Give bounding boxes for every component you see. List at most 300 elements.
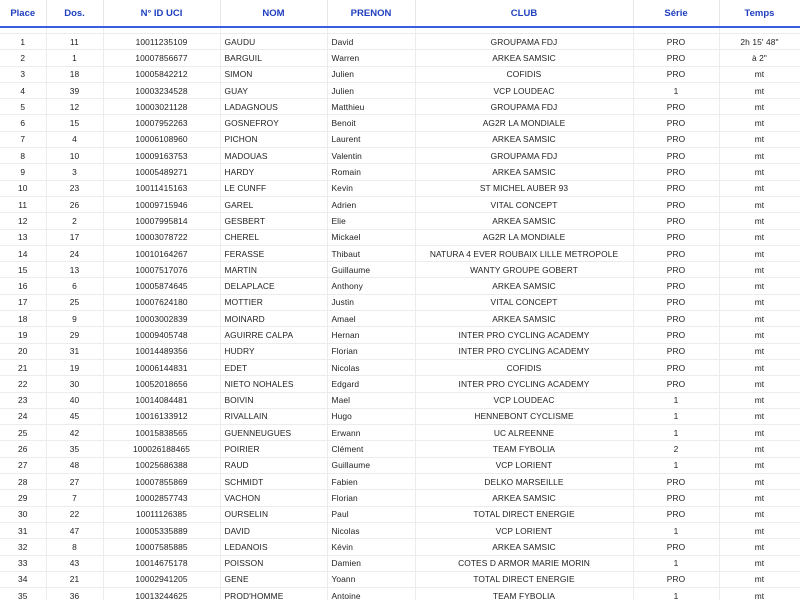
temps-cell[interactable]: mt (719, 180, 800, 196)
place-cell[interactable]: 28 (0, 474, 46, 490)
place-cell[interactable]: 18 (0, 311, 46, 327)
club-cell[interactable]: AG2R LA MONDIALE (415, 115, 633, 131)
club-cell[interactable]: TEAM FYBOLIA (415, 441, 633, 457)
dossard-cell[interactable]: 10 (46, 148, 103, 164)
temps-cell[interactable]: mt (719, 245, 800, 261)
prenon-cell[interactable]: Valentin (327, 148, 415, 164)
place-cell[interactable]: 10 (0, 180, 46, 196)
temps-cell[interactable]: mt (719, 408, 800, 424)
uci-id-cell[interactable]: 10011415163 (103, 180, 220, 196)
serie-cell[interactable]: PRO (633, 34, 719, 50)
prenon-cell[interactable]: Nicolas (327, 359, 415, 375)
serie-cell[interactable]: PRO (633, 148, 719, 164)
dossard-cell[interactable]: 1 (46, 50, 103, 66)
temps-cell[interactable]: mt (719, 457, 800, 473)
dossard-cell[interactable]: 24 (46, 245, 103, 261)
temps-cell[interactable]: 2h 15' 48" (719, 34, 800, 50)
dossard-cell[interactable]: 9 (46, 311, 103, 327)
col-header-dossard[interactable]: Dos. (46, 0, 103, 27)
table-row (0, 474, 800, 490)
nom-cell[interactable]: SCHMIDT (220, 474, 327, 490)
serie-cell[interactable]: PRO (633, 262, 719, 278)
temps-cell[interactable]: mt (719, 490, 800, 506)
club-cell[interactable]: ST MICHEL AUBER 93 (415, 180, 633, 196)
prenon-cell[interactable]: Anthony (327, 278, 415, 294)
prenon-cell[interactable]: Mael (327, 392, 415, 408)
serie-cell[interactable]: PRO (633, 213, 719, 229)
prenon-cell[interactable]: Matthieu (327, 99, 415, 115)
club-cell[interactable]: VITAL CONCEPT (415, 196, 633, 212)
prenon-cell[interactable]: Fabien (327, 474, 415, 490)
dossard-cell[interactable]: 40 (46, 392, 103, 408)
table-row (0, 311, 800, 327)
club-cell[interactable]: INTER PRO CYCLING ACADEMY (415, 327, 633, 343)
temps-cell[interactable]: mt (719, 425, 800, 441)
place-cell[interactable]: 25 (0, 425, 46, 441)
uci-id-cell[interactable]: 10002857743 (103, 490, 220, 506)
uci-id-cell[interactable]: 10005335889 (103, 522, 220, 538)
table-row (0, 148, 800, 164)
nom-cell[interactable]: GENE (220, 571, 327, 587)
dossard-cell[interactable]: 25 (46, 294, 103, 310)
dossard-cell[interactable]: 4 (46, 131, 103, 147)
place-cell[interactable]: 14 (0, 245, 46, 261)
prenon-cell[interactable]: Romain (327, 164, 415, 180)
uci-id-cell[interactable]: 10007856677 (103, 50, 220, 66)
temps-cell[interactable]: mt (719, 115, 800, 131)
col-header-place[interactable]: Place (0, 0, 46, 27)
col-header-temps[interactable]: Temps (719, 0, 800, 27)
dossard-cell[interactable]: 23 (46, 180, 103, 196)
dossard-cell[interactable]: 19 (46, 359, 103, 375)
place-cell[interactable]: 32 (0, 539, 46, 555)
uci-id-cell[interactable]: 10014084481 (103, 392, 220, 408)
club-cell[interactable]: ARKEA SAMSIC (415, 278, 633, 294)
header-row (0, 0, 800, 27)
nom-cell[interactable]: PROD'HOMME (220, 588, 327, 600)
nom-cell[interactable]: MARTIN (220, 262, 327, 278)
temps-cell[interactable]: mt (719, 294, 800, 310)
temps-cell[interactable]: mt (719, 82, 800, 98)
prenon-cell[interactable]: Amael (327, 311, 415, 327)
uci-id-cell[interactable]: 10010164267 (103, 245, 220, 261)
temps-cell[interactable]: mt (719, 376, 800, 392)
club-cell[interactable]: VCP LOUDEAC (415, 82, 633, 98)
temps-cell[interactable]: mt (719, 506, 800, 522)
uci-id-cell[interactable]: 10006144831 (103, 359, 220, 375)
place-cell[interactable]: 34 (0, 571, 46, 587)
prenon-cell[interactable]: Kévin (327, 539, 415, 555)
prenon-cell[interactable]: Guillaume (327, 457, 415, 473)
dossard-cell[interactable]: 43 (46, 555, 103, 571)
club-cell[interactable]: ARKEA SAMSIC (415, 490, 633, 506)
prenon-cell[interactable]: Florian (327, 343, 415, 359)
serie-cell[interactable]: PRO (633, 99, 719, 115)
serie-cell[interactable]: PRO (633, 343, 719, 359)
results-body (0, 27, 800, 600)
uci-id-cell[interactable]: 10005842212 (103, 66, 220, 82)
temps-cell[interactable]: mt (719, 99, 800, 115)
nom-cell[interactable]: FERASSE (220, 245, 327, 261)
prenon-cell[interactable]: Benoit (327, 115, 415, 131)
temps-cell[interactable]: mt (719, 311, 800, 327)
dossard-cell[interactable]: 36 (46, 588, 103, 600)
uci-id-cell[interactable]: 10007952263 (103, 115, 220, 131)
place-cell[interactable]: 3 (0, 66, 46, 82)
serie-cell[interactable]: PRO (633, 50, 719, 66)
temps-cell[interactable]: mt (719, 66, 800, 82)
prenon-cell[interactable]: Warren (327, 50, 415, 66)
uci-id-cell[interactable]: 100026188465 (103, 441, 220, 457)
uci-id-cell[interactable]: 10016133912 (103, 408, 220, 424)
place-cell[interactable]: 6 (0, 115, 46, 131)
uci-id-cell[interactable]: 10003234528 (103, 82, 220, 98)
place-cell[interactable]: 35 (0, 588, 46, 600)
prenon-cell[interactable]: Laurent (327, 131, 415, 147)
dossard-cell[interactable]: 2 (46, 213, 103, 229)
dossard-cell[interactable]: 11 (46, 34, 103, 50)
table-row (0, 115, 800, 131)
place-cell[interactable]: 31 (0, 522, 46, 538)
nom-cell[interactable]: OURSELIN (220, 506, 327, 522)
place-cell[interactable]: 11 (0, 196, 46, 212)
club-cell[interactable]: WANTY GROUPE GOBERT (415, 262, 633, 278)
dossard-cell[interactable]: 8 (46, 539, 103, 555)
prenon-cell[interactable]: Kevin (327, 180, 415, 196)
serie-cell[interactable]: PRO (633, 327, 719, 343)
uci-id-cell[interactable]: 10015838565 (103, 425, 220, 441)
club-cell[interactable]: GROUPAMA FDJ (415, 148, 633, 164)
serie-cell[interactable]: PRO (633, 539, 719, 555)
dossard-cell[interactable]: 31 (46, 343, 103, 359)
temps-cell[interactable]: mt (719, 359, 800, 375)
dossard-cell[interactable]: 39 (46, 82, 103, 98)
temps-cell[interactable]: mt (719, 196, 800, 212)
serie-cell[interactable]: 1 (633, 457, 719, 473)
uci-id-cell[interactable]: 10052018656 (103, 376, 220, 392)
place-cell[interactable]: 13 (0, 229, 46, 245)
place-cell[interactable]: 19 (0, 327, 46, 343)
uci-id-cell[interactable]: 10003002839 (103, 311, 220, 327)
prenon-cell[interactable]: Erwann (327, 425, 415, 441)
serie-cell[interactable]: 2 (633, 441, 719, 457)
serie-cell[interactable]: 1 (633, 82, 719, 98)
serie-cell[interactable]: 1 (633, 588, 719, 600)
place-cell[interactable]: 17 (0, 294, 46, 310)
temps-cell[interactable]: mt (719, 522, 800, 538)
dossard-cell[interactable]: 48 (46, 457, 103, 473)
nom-cell[interactable]: RIVALLAIN (220, 408, 327, 424)
prenon-cell[interactable]: Florian (327, 490, 415, 506)
temps-cell[interactable]: mt (719, 278, 800, 294)
serie-cell[interactable]: PRO (633, 506, 719, 522)
serie-cell[interactable]: PRO (633, 278, 719, 294)
uci-id-cell[interactable]: 10013244625 (103, 588, 220, 600)
place-cell[interactable]: 33 (0, 555, 46, 571)
serie-cell[interactable]: PRO (633, 115, 719, 131)
prenon-cell[interactable]: Mickael (327, 229, 415, 245)
club-cell[interactable]: VCP LORIENT (415, 457, 633, 473)
nom-cell[interactable]: EDET (220, 359, 327, 375)
col-header-serie[interactable]: Série (633, 0, 719, 27)
uci-id-cell[interactable]: 10025686388 (103, 457, 220, 473)
serie-cell[interactable]: PRO (633, 571, 719, 587)
table-row (0, 131, 800, 147)
uci-id-cell[interactable]: 10007855869 (103, 474, 220, 490)
uci-id-cell[interactable]: 10009405748 (103, 327, 220, 343)
nom-cell[interactable]: RAUD (220, 457, 327, 473)
col-header-uci-id[interactable]: N° ID UCI (103, 0, 220, 27)
place-cell[interactable]: 30 (0, 506, 46, 522)
prenon-cell[interactable]: Nicolas (327, 522, 415, 538)
nom-cell[interactable]: BOIVIN (220, 392, 327, 408)
club-cell[interactable]: COTES D ARMOR MARIE MORIN (415, 555, 633, 571)
nom-cell[interactable]: HARDY (220, 164, 327, 180)
temps-cell[interactable]: mt (719, 131, 800, 147)
dossard-cell[interactable]: 42 (46, 425, 103, 441)
place-cell[interactable]: 8 (0, 148, 46, 164)
col-header-nom[interactable]: NOM (220, 0, 327, 27)
place-cell[interactable]: 26 (0, 441, 46, 457)
prenon-cell[interactable]: Guillaume (327, 262, 415, 278)
prenon-cell[interactable]: Justin (327, 294, 415, 310)
serie-cell[interactable]: 1 (633, 522, 719, 538)
nom-cell[interactable]: POISSON (220, 555, 327, 571)
dossard-cell[interactable]: 27 (46, 474, 103, 490)
prenon-cell[interactable]: Damien (327, 555, 415, 571)
nom-cell[interactable]: DAVID (220, 522, 327, 538)
nom-cell[interactable]: SIMON (220, 66, 327, 82)
uci-id-cell[interactable]: 10009163753 (103, 148, 220, 164)
uci-id-cell[interactable]: 10005489271 (103, 164, 220, 180)
dossard-cell[interactable]: 30 (46, 376, 103, 392)
nom-cell[interactable]: GUAY (220, 82, 327, 98)
temps-cell[interactable]: mt (719, 555, 800, 571)
nom-cell[interactable]: HUDRY (220, 343, 327, 359)
dossard-cell[interactable]: 7 (46, 490, 103, 506)
dossard-cell[interactable]: 17 (46, 229, 103, 245)
club-cell[interactable]: INTER PRO CYCLING ACADEMY (415, 343, 633, 359)
prenon-cell[interactable]: Julien (327, 66, 415, 82)
dossard-cell[interactable]: 35 (46, 441, 103, 457)
temps-cell[interactable]: mt (719, 571, 800, 587)
club-cell[interactable]: ARKEA SAMSIC (415, 539, 633, 555)
place-cell[interactable]: 23 (0, 392, 46, 408)
temps-cell[interactable]: mt (719, 441, 800, 457)
place-cell[interactable]: 2 (0, 50, 46, 66)
dossard-cell[interactable]: 3 (46, 164, 103, 180)
temps-cell[interactable]: mt (719, 148, 800, 164)
club-cell[interactable]: COFIDIS (415, 66, 633, 82)
serie-cell[interactable]: 1 (633, 392, 719, 408)
club-cell[interactable]: TOTAL DIRECT ENERGIE (415, 571, 633, 587)
nom-cell[interactable]: BARGUIL (220, 50, 327, 66)
club-cell[interactable]: VCP LORIENT (415, 522, 633, 538)
club-cell[interactable]: GROUPAMA FDJ (415, 34, 633, 50)
serie-cell[interactable]: PRO (633, 376, 719, 392)
dossard-cell[interactable]: 47 (46, 522, 103, 538)
uci-id-cell[interactable]: 10003021128 (103, 99, 220, 115)
prenon-cell[interactable]: Hernan (327, 327, 415, 343)
serie-cell[interactable]: PRO (633, 245, 719, 261)
place-cell[interactable]: 15 (0, 262, 46, 278)
place-cell[interactable]: 27 (0, 457, 46, 473)
prenon-cell[interactable]: Elie (327, 213, 415, 229)
dossard-cell[interactable]: 6 (46, 278, 103, 294)
serie-cell[interactable]: PRO (633, 294, 719, 310)
serie-cell[interactable]: PRO (633, 359, 719, 375)
place-cell[interactable]: 24 (0, 408, 46, 424)
temps-cell[interactable]: mt (719, 229, 800, 245)
uci-id-cell[interactable]: 10011126385 (103, 506, 220, 522)
prenon-cell[interactable]: Edgard (327, 376, 415, 392)
serie-cell[interactable]: PRO (633, 66, 719, 82)
uci-id-cell[interactable]: 10007624180 (103, 294, 220, 310)
club-cell[interactable]: HENNEBONT CYCLISME (415, 408, 633, 424)
dossard-cell[interactable]: 26 (46, 196, 103, 212)
prenon-cell[interactable]: David (327, 34, 415, 50)
nom-cell[interactable]: LADAGNOUS (220, 99, 327, 115)
temps-cell[interactable]: mt (719, 588, 800, 600)
nom-cell[interactable]: CHEREL (220, 229, 327, 245)
table-row (0, 278, 800, 294)
temps-cell[interactable]: à 2" (719, 50, 800, 66)
serie-cell[interactable]: PRO (633, 180, 719, 196)
nom-cell[interactable]: MADOUAS (220, 148, 327, 164)
dossard-cell[interactable]: 12 (46, 99, 103, 115)
prenon-cell[interactable]: Julien (327, 82, 415, 98)
prenon-cell[interactable]: Antoine (327, 588, 415, 600)
nom-cell[interactable]: GESBERT (220, 213, 327, 229)
uci-id-cell[interactable]: 10007995814 (103, 213, 220, 229)
table-row (0, 196, 800, 212)
uci-id-cell[interactable]: 10003078722 (103, 229, 220, 245)
place-cell[interactable]: 29 (0, 490, 46, 506)
nom-cell[interactable]: DELAPLACE (220, 278, 327, 294)
nom-cell[interactable]: VACHON (220, 490, 327, 506)
prenon-cell[interactable]: Yoann (327, 571, 415, 587)
place-cell[interactable]: 4 (0, 82, 46, 98)
uci-id-cell[interactable]: 10006108960 (103, 131, 220, 147)
uci-id-cell[interactable]: 10014489356 (103, 343, 220, 359)
nom-cell[interactable]: AGUIRRE CALPA (220, 327, 327, 343)
nom-cell[interactable]: GOSNEFROY (220, 115, 327, 131)
club-cell[interactable]: VITAL CONCEPT (415, 294, 633, 310)
dossard-cell[interactable]: 13 (46, 262, 103, 278)
club-cell[interactable]: UC ALREENNE (415, 425, 633, 441)
col-header-prenon[interactable]: PRENON (327, 0, 415, 27)
dossard-cell[interactable]: 22 (46, 506, 103, 522)
serie-cell[interactable]: PRO (633, 490, 719, 506)
dossard-cell[interactable]: 29 (46, 327, 103, 343)
col-header-club[interactable]: CLUB (415, 0, 633, 27)
serie-cell[interactable]: 1 (633, 408, 719, 424)
dossard-cell[interactable]: 18 (46, 66, 103, 82)
dossard-cell[interactable]: 15 (46, 115, 103, 131)
serie-cell[interactable]: 1 (633, 425, 719, 441)
serie-cell[interactable]: PRO (633, 474, 719, 490)
uci-id-cell[interactable]: 10007517076 (103, 262, 220, 278)
club-cell[interactable]: TEAM FYBOLIA (415, 588, 633, 600)
place-cell[interactable]: 5 (0, 99, 46, 115)
uci-id-cell[interactable]: 10009715946 (103, 196, 220, 212)
table-row (0, 359, 800, 375)
club-cell[interactable]: COFIDIS (415, 359, 633, 375)
temps-cell[interactable]: mt (719, 474, 800, 490)
club-cell[interactable]: VCP LOUDEAC (415, 392, 633, 408)
serie-cell[interactable]: 1 (633, 555, 719, 571)
nom-cell[interactable]: NIETO NOHALES (220, 376, 327, 392)
uci-id-cell[interactable]: 10005874645 (103, 278, 220, 294)
nom-cell[interactable]: GAREL (220, 196, 327, 212)
serie-cell[interactable]: PRO (633, 311, 719, 327)
temps-cell[interactable]: mt (719, 343, 800, 359)
dossard-cell[interactable]: 45 (46, 408, 103, 424)
club-cell[interactable]: DELKO MARSEILLE (415, 474, 633, 490)
club-cell[interactable]: ARKEA SAMSIC (415, 50, 633, 66)
serie-cell[interactable]: PRO (633, 196, 719, 212)
uci-id-cell[interactable]: 10007585885 (103, 539, 220, 555)
serie-cell[interactable]: PRO (633, 131, 719, 147)
place-cell[interactable]: 9 (0, 164, 46, 180)
nom-cell[interactable]: PICHON (220, 131, 327, 147)
club-cell[interactable]: GROUPAMA FDJ (415, 99, 633, 115)
temps-cell[interactable]: mt (719, 213, 800, 229)
nom-cell[interactable]: GAUDU (220, 34, 327, 50)
prenon-cell[interactable]: Adrien (327, 196, 415, 212)
prenon-cell[interactable]: Paul (327, 506, 415, 522)
temps-cell[interactable]: mt (719, 539, 800, 555)
temps-cell[interactable]: mt (719, 164, 800, 180)
place-cell[interactable]: 12 (0, 213, 46, 229)
uci-id-cell[interactable]: 10014675178 (103, 555, 220, 571)
nom-cell[interactable]: MOTTIER (220, 294, 327, 310)
place-cell[interactable]: 22 (0, 376, 46, 392)
club-cell[interactable]: ARKEA SAMSIC (415, 213, 633, 229)
uci-id-cell[interactable]: 10002941205 (103, 571, 220, 587)
nom-cell[interactable]: MOINARD (220, 311, 327, 327)
temps-cell[interactable]: mt (719, 327, 800, 343)
club-cell[interactable]: TOTAL DIRECT ENERGIE (415, 506, 633, 522)
prenon-cell[interactable]: Hugo (327, 408, 415, 424)
place-cell[interactable]: 20 (0, 343, 46, 359)
club-cell[interactable]: ARKEA SAMSIC (415, 311, 633, 327)
nom-cell[interactable]: LE CUNFF (220, 180, 327, 196)
club-cell[interactable]: ARKEA SAMSIC (415, 164, 633, 180)
club-cell[interactable]: INTER PRO CYCLING ACADEMY (415, 376, 633, 392)
uci-id-cell[interactable]: 10011235109 (103, 34, 220, 50)
place-cell[interactable]: 1 (0, 34, 46, 50)
temps-cell[interactable]: mt (719, 262, 800, 278)
prenon-cell[interactable]: Clément (327, 441, 415, 457)
nom-cell[interactable]: LEDANOIS (220, 539, 327, 555)
club-cell[interactable]: ARKEA SAMSIC (415, 131, 633, 147)
table-row (0, 82, 800, 98)
club-cell[interactable]: NATURA 4 EVER ROUBAIX LILLE METROPOLE (415, 245, 633, 261)
place-cell[interactable]: 21 (0, 359, 46, 375)
temps-cell[interactable]: mt (719, 392, 800, 408)
serie-cell[interactable]: PRO (633, 229, 719, 245)
place-cell[interactable]: 16 (0, 278, 46, 294)
prenon-cell[interactable]: Thibaut (327, 245, 415, 261)
nom-cell[interactable]: GUENNEUGUES (220, 425, 327, 441)
table-row (0, 457, 800, 473)
nom-cell[interactable]: POIRIER (220, 441, 327, 457)
serie-cell[interactable]: PRO (633, 164, 719, 180)
dossard-cell[interactable]: 21 (46, 571, 103, 587)
club-cell[interactable]: AG2R LA MONDIALE (415, 229, 633, 245)
place-cell[interactable]: 7 (0, 131, 46, 147)
